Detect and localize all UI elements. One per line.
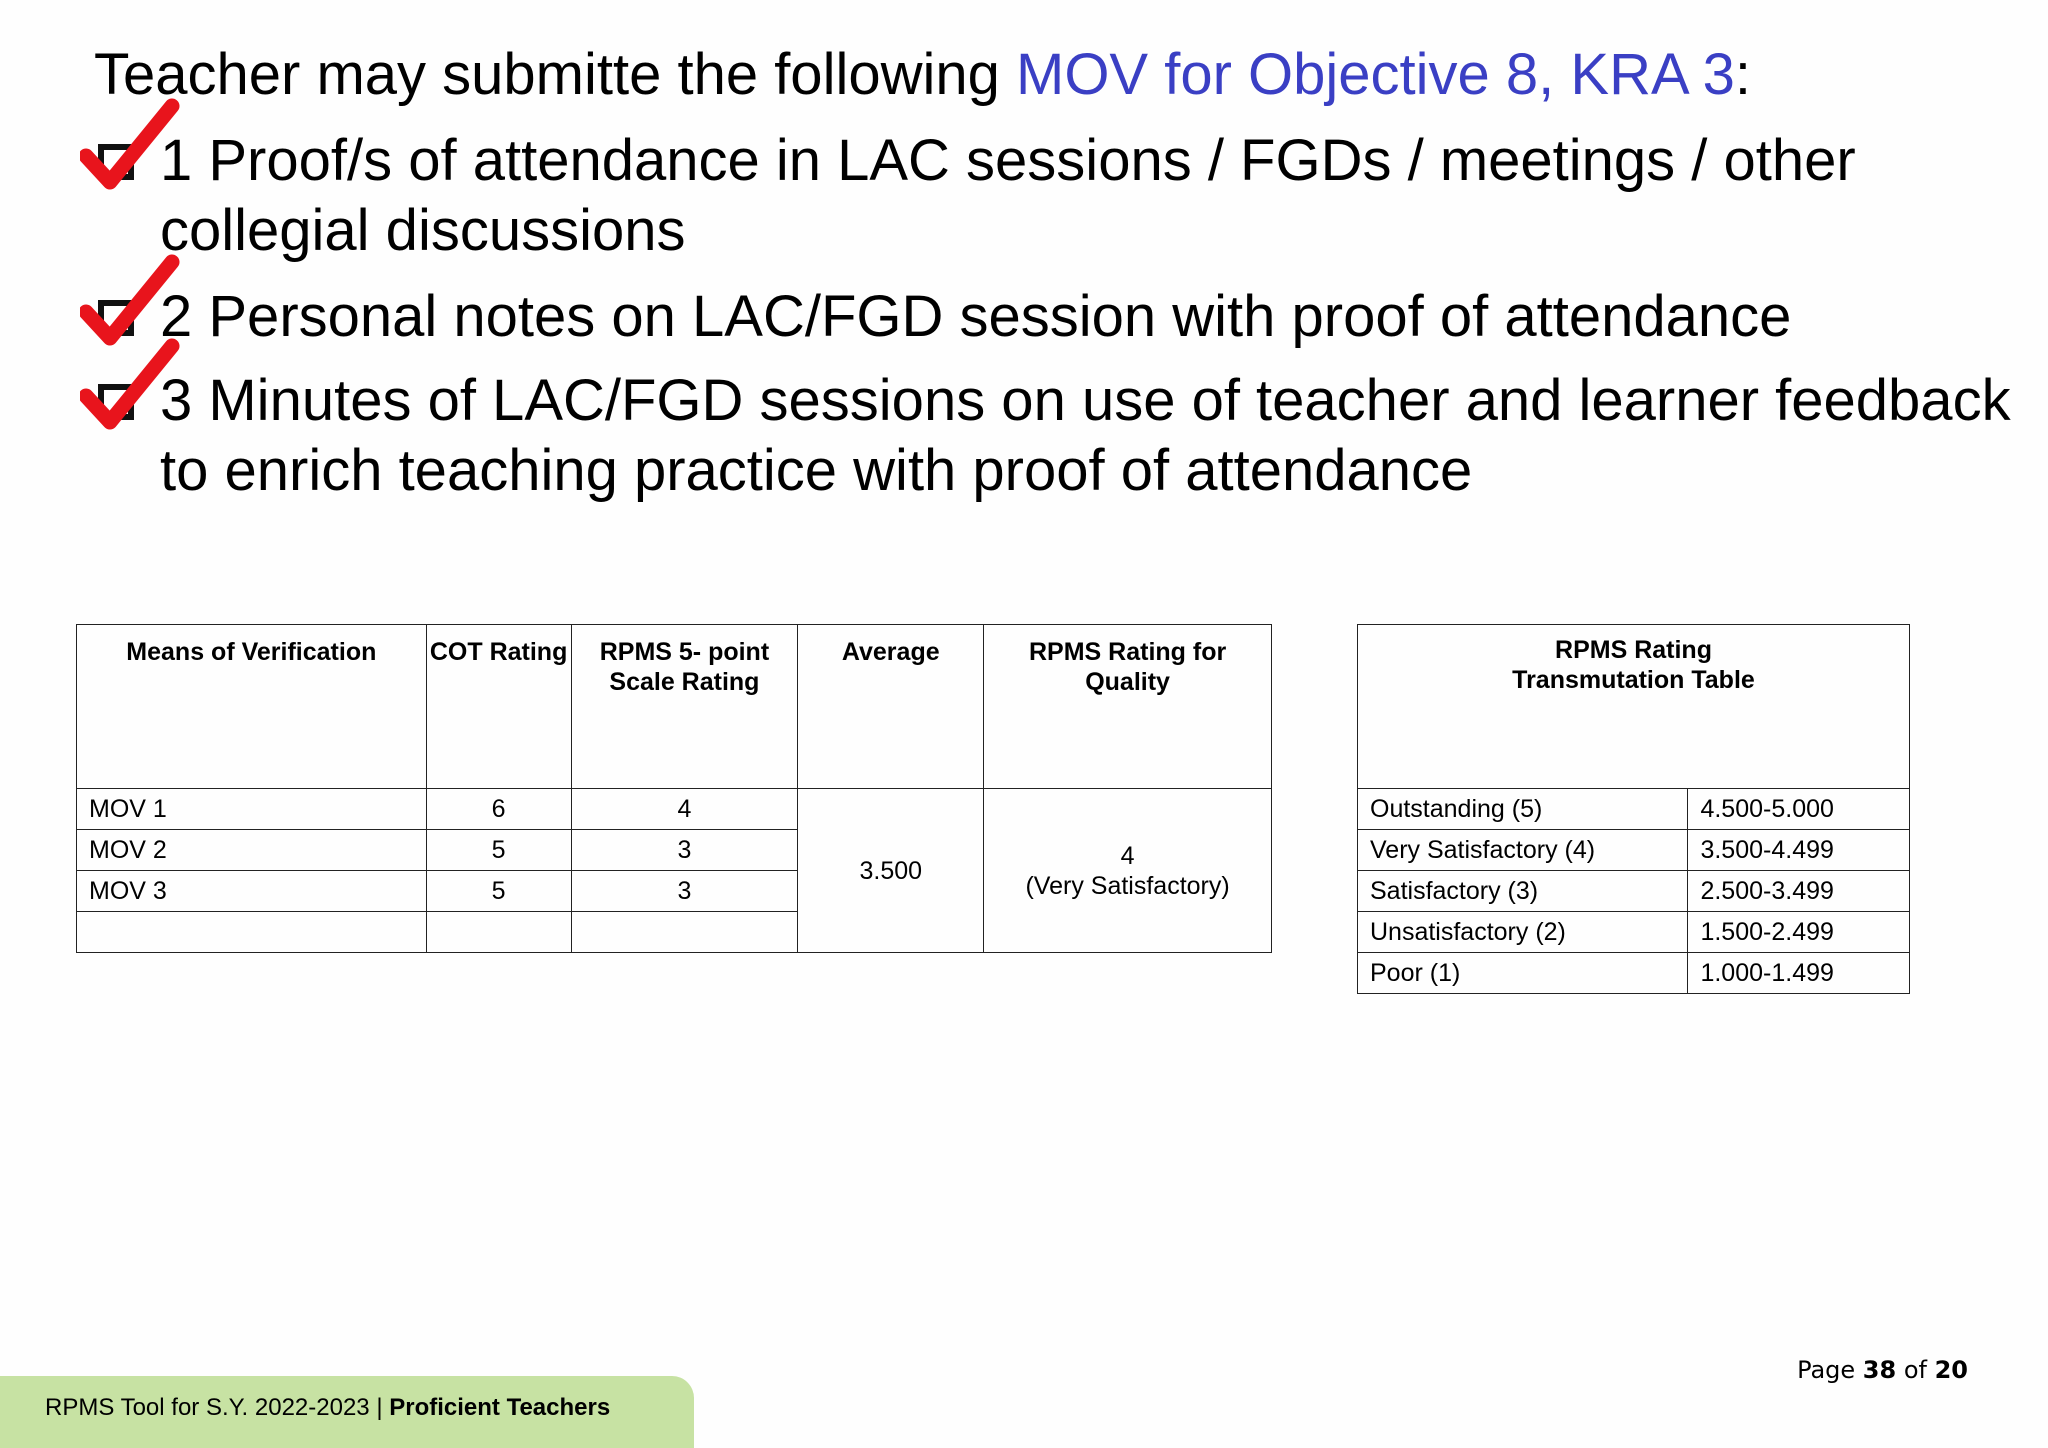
average-cell: 3.500	[798, 789, 984, 953]
bullet-text-3b: to enrich teaching practice with proof of attendance	[160, 438, 1473, 503]
transmutation-title-line1: RPMS Rating	[1555, 636, 1712, 664]
header-rpms-scale: RPMS 5- point Scale Rating	[571, 625, 798, 789]
range-cell: 3.500-4.499	[1688, 830, 1910, 871]
footer-left: RPMS Tool for S.Y. 2022-2023 |	[45, 1394, 390, 1421]
mov-cell: MOV 2	[77, 830, 427, 871]
header-means-of-verification: Means of Verification	[77, 625, 427, 789]
transmutation-title-line2: Transmutation Table	[1512, 666, 1755, 694]
scale-cell: 3	[571, 871, 798, 912]
heading-accent: MOV for Objective 8, KRA 3	[1016, 42, 1735, 107]
mov-cell: MOV 1	[77, 789, 427, 830]
header-average: Average	[798, 625, 984, 789]
table-row	[77, 789, 1272, 830]
cot-cell: 5	[426, 871, 571, 912]
page-total: 20	[1934, 1356, 1968, 1384]
table-header-row	[77, 625, 1272, 789]
heading-prefix: Teacher may submitte the following	[94, 42, 1016, 107]
quality-cell	[984, 789, 1272, 953]
bullet-text-2: 2 Personal notes on LAC/FGD session with proof of attendance	[160, 284, 1792, 349]
range-cell: 1.000-1.499	[1688, 953, 1910, 994]
header-rpms-quality: RPMS Rating for Quality	[984, 625, 1272, 789]
mov-rating-table	[76, 624, 1272, 953]
cot-cell: 6	[426, 789, 571, 830]
rating-cell: Satisfactory (3)	[1358, 871, 1688, 912]
range-cell: 2.500-3.499	[1688, 871, 1910, 912]
table-row	[1358, 830, 1910, 871]
header-cot-rating: COT Rating	[426, 625, 571, 789]
table-row	[1358, 871, 1910, 912]
rating-cell: Very Satisfactory (4)	[1358, 830, 1688, 871]
transmutation-title	[1358, 625, 1910, 789]
cot-cell: 5	[426, 830, 571, 871]
rating-cell: Poor (1)	[1358, 953, 1688, 994]
page-current: 38	[1862, 1356, 1897, 1384]
table-row	[1358, 912, 1910, 953]
table-row	[1358, 953, 1910, 994]
quality-label: (Very Satisfactory)	[1025, 871, 1230, 900]
scale-cell	[571, 912, 798, 953]
bullet-text-1b: collegial discussions	[160, 198, 686, 263]
footer-text	[45, 1394, 610, 1422]
transmutation-table	[1357, 624, 1910, 994]
bullet-text-3a: 3 Minutes of LAC/FGD sessions on use of teacher and learner feedback	[160, 368, 2011, 433]
mov-cell: MOV 3	[77, 871, 427, 912]
scale-cell: 4	[571, 789, 798, 830]
range-cell: 1.500-2.499	[1688, 912, 1910, 953]
mov-cell	[77, 912, 427, 953]
table-header-row	[1358, 625, 1910, 789]
footer-bold: Proficient Teachers	[389, 1394, 611, 1421]
bullet-text-1a: 1 Proof/s of attendance in LAC sessions / FGDs / meetings / other	[160, 128, 1856, 193]
range-cell: 4.500-5.000	[1688, 789, 1910, 830]
scale-cell: 3	[571, 830, 798, 871]
heading-suffix: :	[1734, 42, 1751, 107]
page-of: of	[1896, 1356, 1935, 1384]
cot-cell	[426, 912, 571, 953]
heading	[94, 40, 1751, 110]
quality-value: 4	[1120, 841, 1135, 870]
rating-cell: Outstanding (5)	[1358, 789, 1688, 830]
page-label: Page	[1797, 1356, 1863, 1384]
page-number	[1797, 1356, 1968, 1384]
table-row	[1358, 789, 1910, 830]
rating-cell: Unsatisfactory (2)	[1358, 912, 1688, 953]
